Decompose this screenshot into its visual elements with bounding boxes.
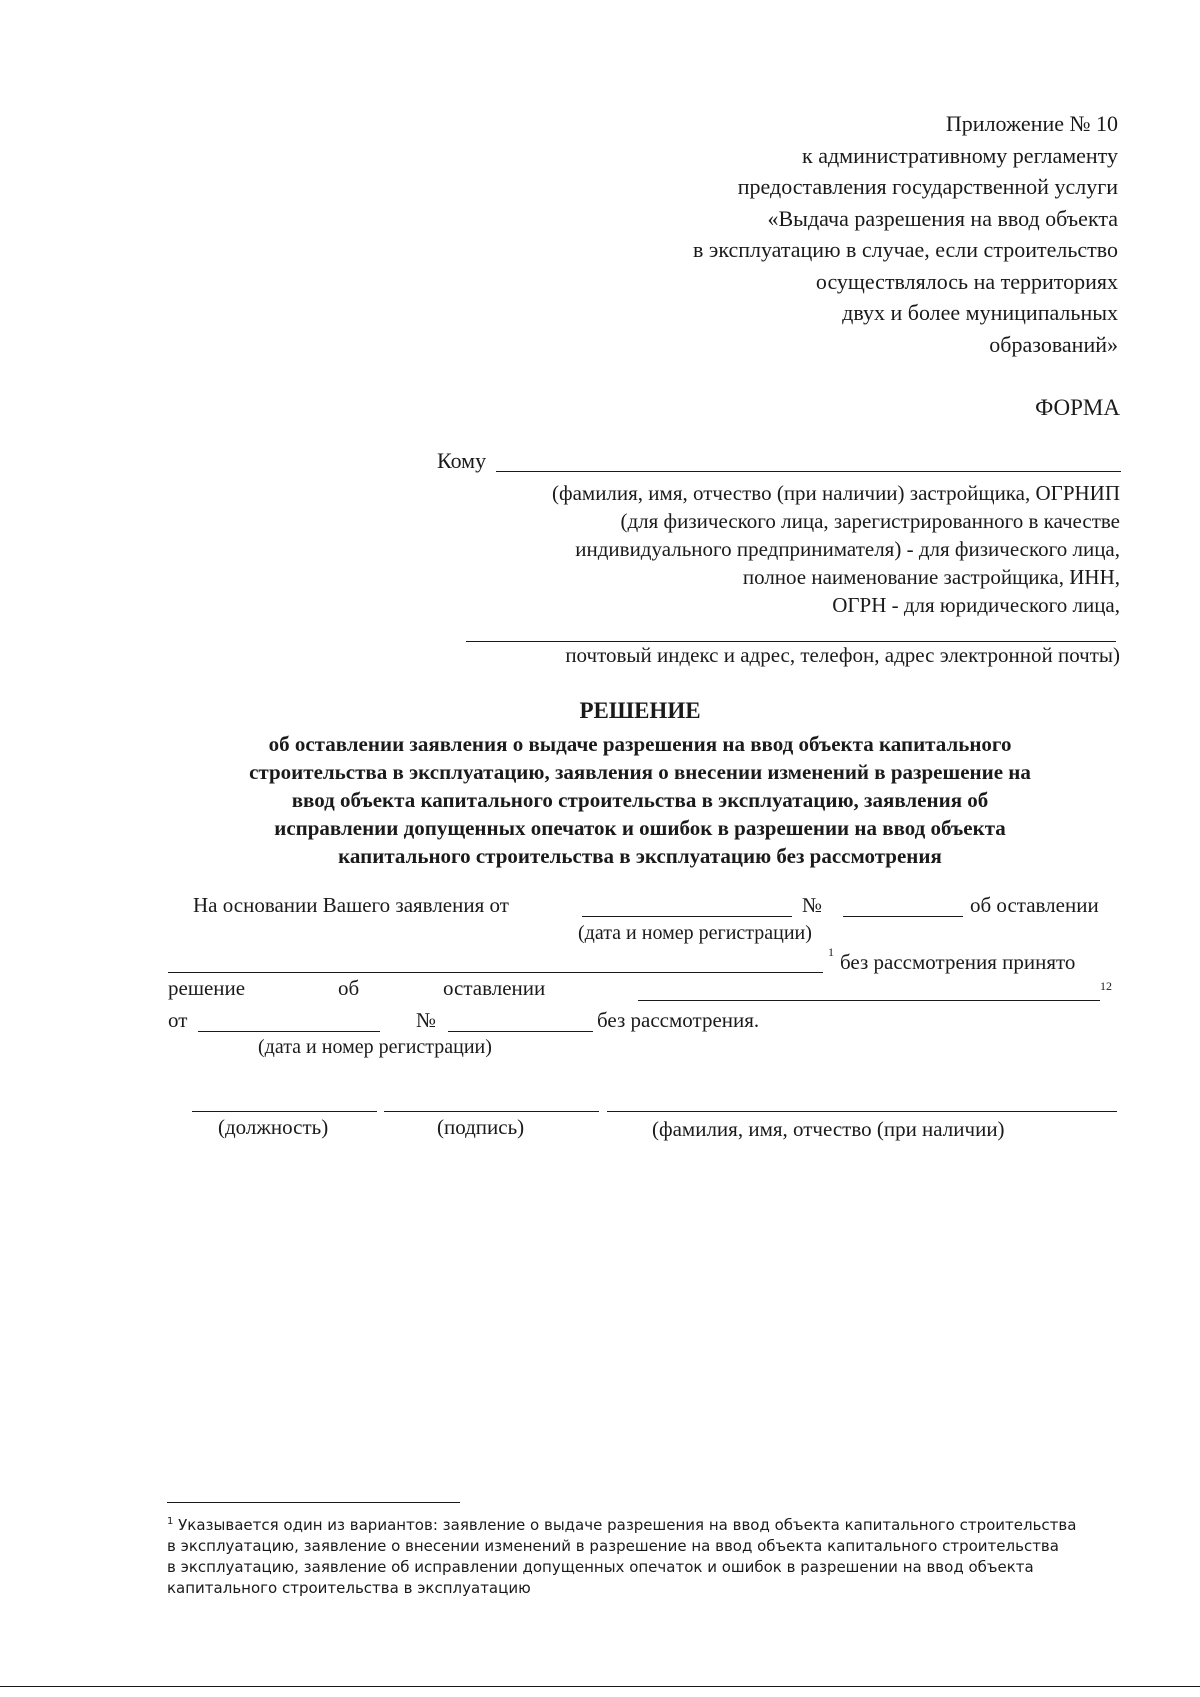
footnote — [167, 1511, 1122, 1599]
appendix-line: осуществлялось на территориях — [815, 268, 1118, 294]
word-about: об — [338, 976, 360, 1000]
appendix-line: образований» — [989, 331, 1118, 357]
footnote-ref: 12 — [1100, 979, 1112, 993]
addressee-hint-line: (для физического лица, зарегистрированного в качестве — [620, 509, 1120, 533]
subtitle-line: капитального строительства в эксплуатацию без рассмотрения — [338, 844, 942, 868]
position-label: (должность) — [218, 1115, 329, 1139]
to-label: Кому — [437, 448, 487, 473]
form-label: ФОРМА — [1035, 395, 1120, 420]
word-from: от — [168, 1008, 188, 1032]
addressee-hint-line: полное наименование застройщика, ИНН, — [742, 565, 1120, 589]
decision-date-field[interactable] — [198, 1031, 380, 1032]
subtitle-line: исправлении допущенных опечаток и ошибок в разрешении на ввод объекта — [274, 816, 1006, 840]
word-decision: решение — [168, 976, 246, 1000]
number-sign: № — [416, 1008, 437, 1032]
subtitle-line: строительства в эксплуатацию, заявления о внесении изменений в разрешение на — [249, 760, 1031, 784]
address-field-line[interactable] — [466, 641, 1116, 642]
application-date-field[interactable] — [582, 916, 792, 917]
page-bottom-rule — [0, 1686, 1200, 1687]
without-review-end: без рассмотрения. — [597, 1008, 760, 1032]
footnote-ref: 1 — [828, 945, 834, 959]
leaving-text: об оставлении — [970, 893, 1099, 917]
decision-subtitle — [150, 730, 1130, 870]
leaving-subject-field[interactable] — [638, 1000, 1100, 1001]
subtitle-line: ввод объекта капитального строительства в эксплуатацию, заявления об — [291, 788, 989, 812]
footnote-separator — [167, 1502, 460, 1503]
addressee-hint-line: (фамилия, имя, отчество (при наличии) застройщика, ОГРНИП — [551, 481, 1120, 505]
decision-title: РЕШЕНИЕ — [579, 698, 701, 723]
addressee-hint — [552, 479, 1120, 619]
appendix-line: в эксплуатацию в случае, если строительство — [692, 237, 1118, 262]
word-leaving: оставлении — [443, 976, 546, 1000]
appendix-line: предоставления государственной услуги — [737, 174, 1118, 199]
addressee-hint-line: индивидуального предпринимателя) - для физического лица, — [575, 537, 1120, 561]
footnote-marker: 1 — [167, 1516, 174, 1527]
without-review-text: без рассмотрения принято — [840, 950, 1076, 974]
addressee-hint-line: ОГРН - для юридического лица, — [832, 593, 1120, 617]
application-type-field[interactable] — [168, 972, 823, 973]
full-name-label: (фамилия, имя, отчество (при наличии) — [652, 1117, 1005, 1141]
registration-hint: (дата и номер регистрации) — [578, 922, 812, 944]
decision-number-field[interactable] — [448, 1031, 593, 1032]
number-sign: № — [802, 893, 823, 917]
footnote-line: в эксплуатацию, заявление о внесении изменений в разрешение на ввод объекта капитального строительства — [167, 1537, 1059, 1555]
footnote-line: в эксплуатацию, заявление об исправлении допущенных опечаток и ошибок в разрешении на ввод объекта — [167, 1558, 1034, 1576]
basis-text: На основании Вашего заявления от — [193, 893, 509, 917]
appendix-line: к административному регламенту — [802, 142, 1118, 168]
application-number-field[interactable] — [843, 916, 963, 917]
registration-hint: (дата и номер регистрации) — [258, 1036, 492, 1058]
appendix-header — [693, 108, 1118, 360]
subtitle-line: об оставлении заявления о выдаче разрешения на ввод объекта капитального — [268, 732, 1012, 756]
position-field[interactable] — [192, 1111, 377, 1112]
footnote-line: капитального строительства в эксплуатацию — [167, 1579, 531, 1597]
appendix-line: Приложение № 10 — [945, 111, 1118, 136]
appendix-line: «Выдача разрешения на ввод объекта — [767, 205, 1118, 231]
signature-field[interactable] — [384, 1111, 599, 1112]
postal-hint: почтовый индекс и адрес, телефон, адрес электронной почты) — [565, 643, 1120, 667]
to-field-line[interactable] — [496, 471, 1121, 472]
full-name-field[interactable] — [607, 1111, 1117, 1112]
appendix-line: двух и более муниципальных — [842, 300, 1118, 325]
signature-label: (подпись) — [437, 1115, 525, 1139]
footnote-line: $^1$ Указывается один из вариантов: заявление о выдаче разрешения на ввод объекта капитального строительства — [167, 1516, 1077, 1534]
